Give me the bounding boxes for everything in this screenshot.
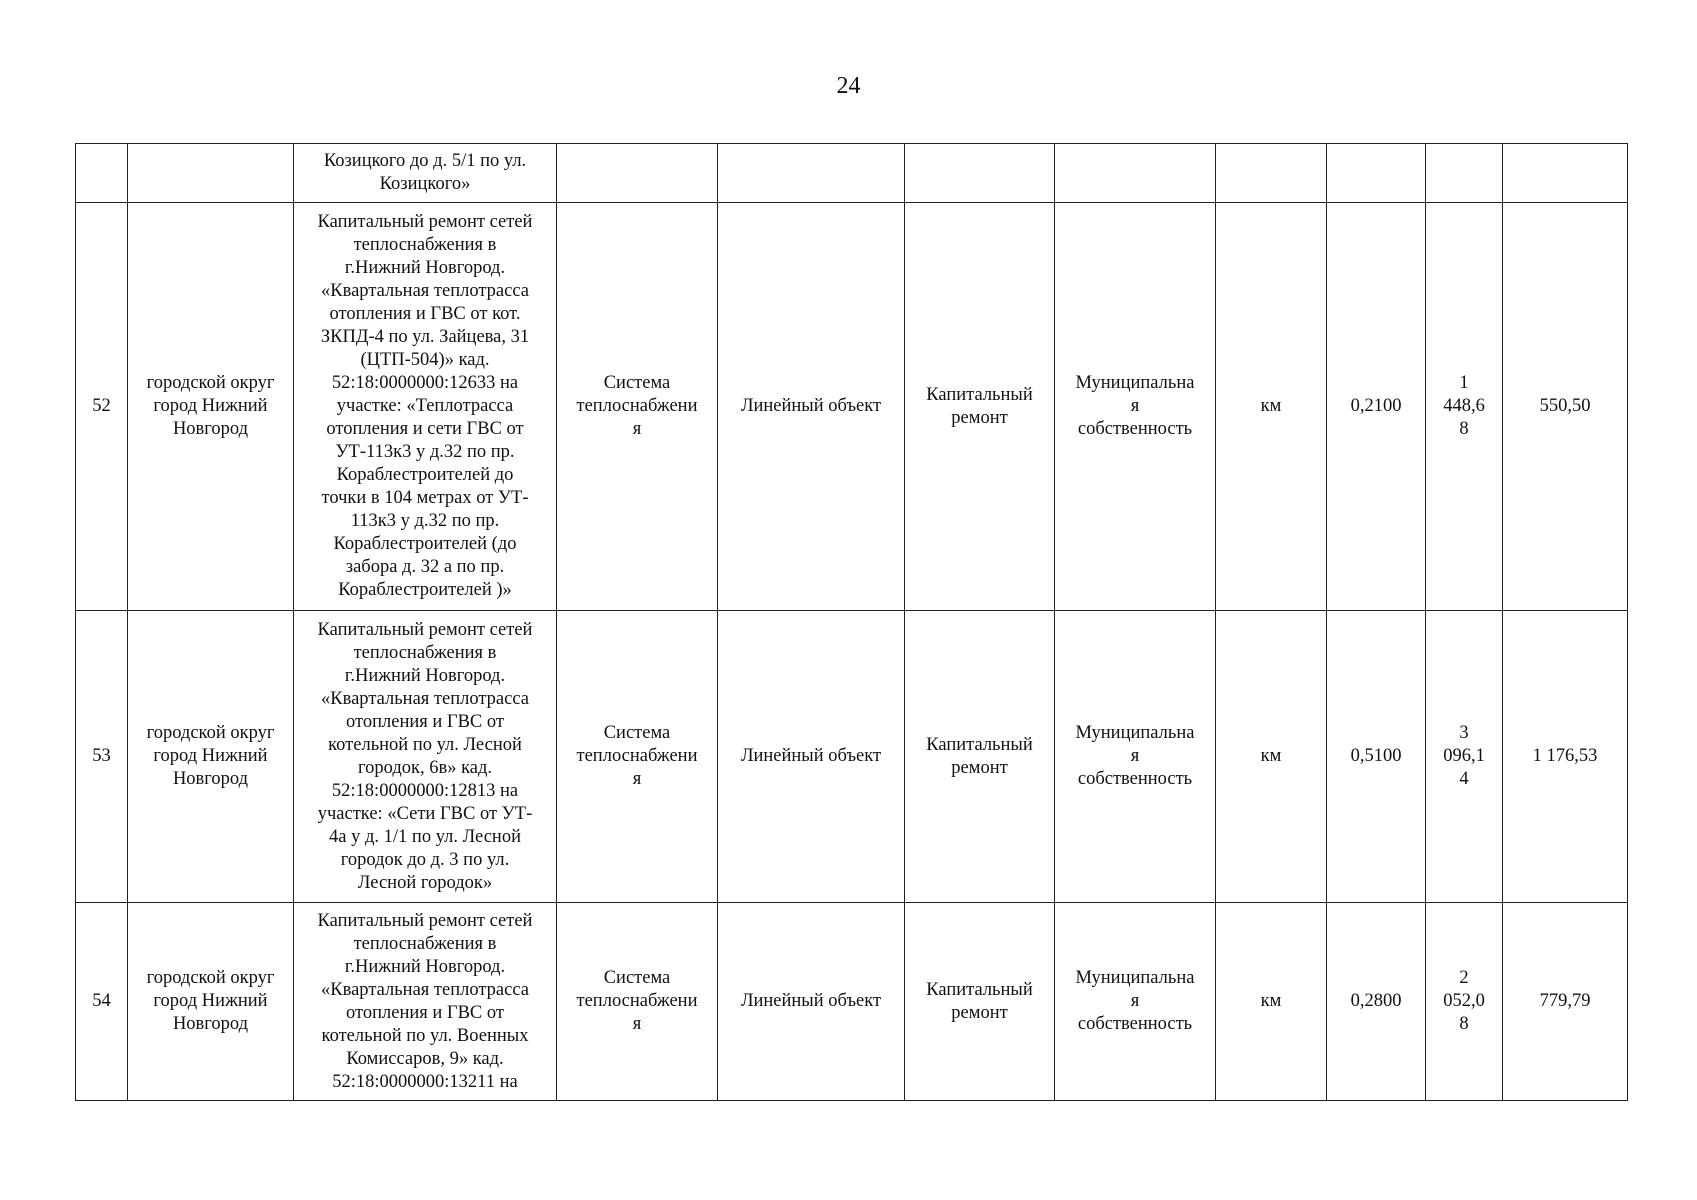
works-table	[75, 143, 1628, 1101]
cell-municipality: городской округ город Нижний Новгород	[128, 611, 294, 903]
cell-cost-1: 1 448,6 8	[1426, 203, 1503, 611]
table-row	[76, 903, 1628, 1101]
cell-num: 53	[76, 611, 128, 903]
cell-object-type	[718, 144, 905, 203]
cell-length: 0,2100	[1327, 203, 1426, 611]
table-row	[76, 144, 1628, 203]
cell-description: Капитальный ремонт сетей теплоснабжения в г.Нижний Новгород. «Квартальная теплотрасса отопления и ГВС от котельной по ул. Военных Комиссаров, 9» кад. 52:18:0000000:13211 на	[294, 903, 557, 1101]
cell-description: Козицкого до д. 5/1 по ул. Козицкого»	[294, 144, 557, 203]
cell-object-type: Линейный объект	[718, 611, 905, 903]
cell-unit: км	[1216, 203, 1327, 611]
cell-num: 54	[76, 903, 128, 1101]
cell-unit: км	[1216, 903, 1327, 1101]
cell-length	[1327, 144, 1426, 203]
cell-num	[76, 144, 128, 203]
cell-unit	[1216, 144, 1327, 203]
cell-municipality	[128, 144, 294, 203]
cell-length: 0,5100	[1327, 611, 1426, 903]
cell-length: 0,2800	[1327, 903, 1426, 1101]
cell-description: Капитальный ремонт сетей теплоснабжения в г.Нижний Новгород. «Квартальная теплотрасса отопления и ГВС от кот. ЗКПД-4 по ул. Зайцева, 31 (ЦТП-504)» кад. 52:18:0000000:12633 на участке: «Теплотрасса отопления и сети ГВС от УТ-113к3 у д.32 по пр. Кораблестроителей до точки в 104 метрах от УТ- 113к3 у д.32 по пр. Кораблестроителей (до забора д. 32 а по пр. Кораблестроителей )»	[294, 203, 557, 611]
cell-cost-2: 550,50	[1503, 203, 1628, 611]
cell-work-type: Капитальный ремонт	[905, 611, 1055, 903]
table-row	[76, 203, 1628, 611]
cell-system	[557, 144, 718, 203]
cell-ownership: Муниципальна я собственность	[1055, 611, 1216, 903]
table-row	[76, 611, 1628, 903]
cell-unit: км	[1216, 611, 1327, 903]
cell-system: Система теплоснабжени я	[557, 903, 718, 1101]
page-number: 24	[836, 73, 861, 99]
cell-ownership: Муниципальна я собственность	[1055, 203, 1216, 611]
cell-work-type: Капитальный ремонт	[905, 903, 1055, 1101]
cell-cost-1: 2 052,0 8	[1426, 903, 1503, 1101]
cell-work-type: Капитальный ремонт	[905, 203, 1055, 611]
cell-cost-2: 1 176,53	[1503, 611, 1628, 903]
cell-system: Система теплоснабжени я	[557, 611, 718, 903]
cell-description: Капитальный ремонт сетей теплоснабжения в г.Нижний Новгород. «Квартальная теплотрасса отопления и ГВС от котельной по ул. Лесной городок, 6в» кад. 52:18:0000000:12813 на участке: «Сети ГВС от УТ- 4а у д. 1/1 по ул. Лесной городок до д. 3 по ул. Лесной городок»	[294, 611, 557, 903]
cell-ownership: Муниципальна я собственность	[1055, 903, 1216, 1101]
cell-municipality: городской округ город Нижний Новгород	[128, 903, 294, 1101]
cell-work-type	[905, 144, 1055, 203]
cell-cost-1: 3 096,1 4	[1426, 611, 1503, 903]
cell-cost-2: 779,79	[1503, 903, 1628, 1101]
cell-system: Система теплоснабжени я	[557, 203, 718, 611]
cell-object-type: Линейный объект	[718, 903, 905, 1101]
cell-num: 52	[76, 203, 128, 611]
cell-municipality: городской округ город Нижний Новгород	[128, 203, 294, 611]
cell-cost-2	[1503, 144, 1628, 203]
cell-cost-1	[1426, 144, 1503, 203]
cell-ownership	[1055, 144, 1216, 203]
cell-object-type: Линейный объект	[718, 203, 905, 611]
